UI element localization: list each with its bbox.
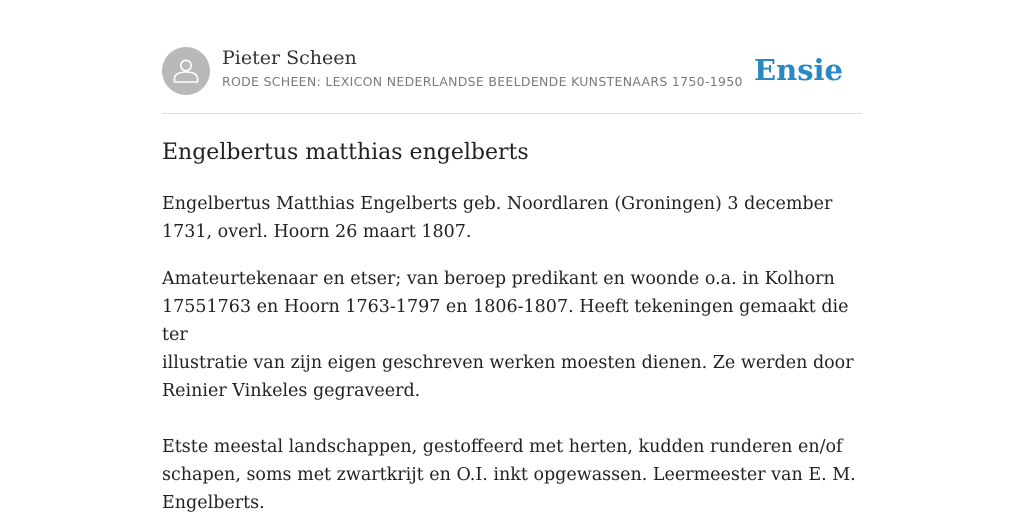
paragraph-3-line-3: Engelberts. xyxy=(162,493,265,512)
paragraph-1: Engelbertus Matthias Engelberts geb. Noordlaren (Groningen) 3 december 1731, overl. Hoorn 26 maart 1807. xyxy=(162,194,833,242)
author-name[interactable]: Pieter Scheen xyxy=(222,47,357,69)
author-avatar[interactable] xyxy=(162,47,210,95)
paragraph-2-line-3: illustratie van zijn eigen geschreven werken moesten dienen. Ze werden door xyxy=(162,353,854,373)
user-silhouette-icon xyxy=(162,47,210,95)
paragraph-2-line-2: 17551763 en Hoorn 1763-1797 en 1806-1807. Heeft tekeningen gemaakt die ter xyxy=(162,297,849,345)
article-title: Engelbertus matthias engelberts xyxy=(162,140,529,165)
article-card xyxy=(162,0,862,512)
paragraph-3-line-1: Etste meestal landschappen, gestoffeerd met herten, kudden runderen en/of xyxy=(162,437,843,457)
article-body xyxy=(162,190,862,512)
paragraph-2-line-4: Reinier Vinkeles gegraveerd. xyxy=(162,381,421,401)
header-divider xyxy=(162,113,862,114)
source-title[interactable]: RODE SCHEEN: LEXICON NEDERLANDSE BEELDENDE KUNSTENAARS 1750-1950 xyxy=(222,74,743,89)
paragraph-2 xyxy=(162,265,862,405)
paragraph-2-line-1: Amateurtekenaar en etser; van beroep predikant en woonde o.a. in Kolhorn xyxy=(162,269,835,289)
paragraph-3-line-2: schapen, soms met zwartkrijt en O.I. inkt opgewassen. Leermeester van E. M. xyxy=(162,465,856,485)
paragraph-spacer xyxy=(162,405,862,433)
brand-logo[interactable]: Ensie xyxy=(754,53,843,87)
paragraph-3 xyxy=(162,433,862,512)
author-header xyxy=(162,46,862,96)
